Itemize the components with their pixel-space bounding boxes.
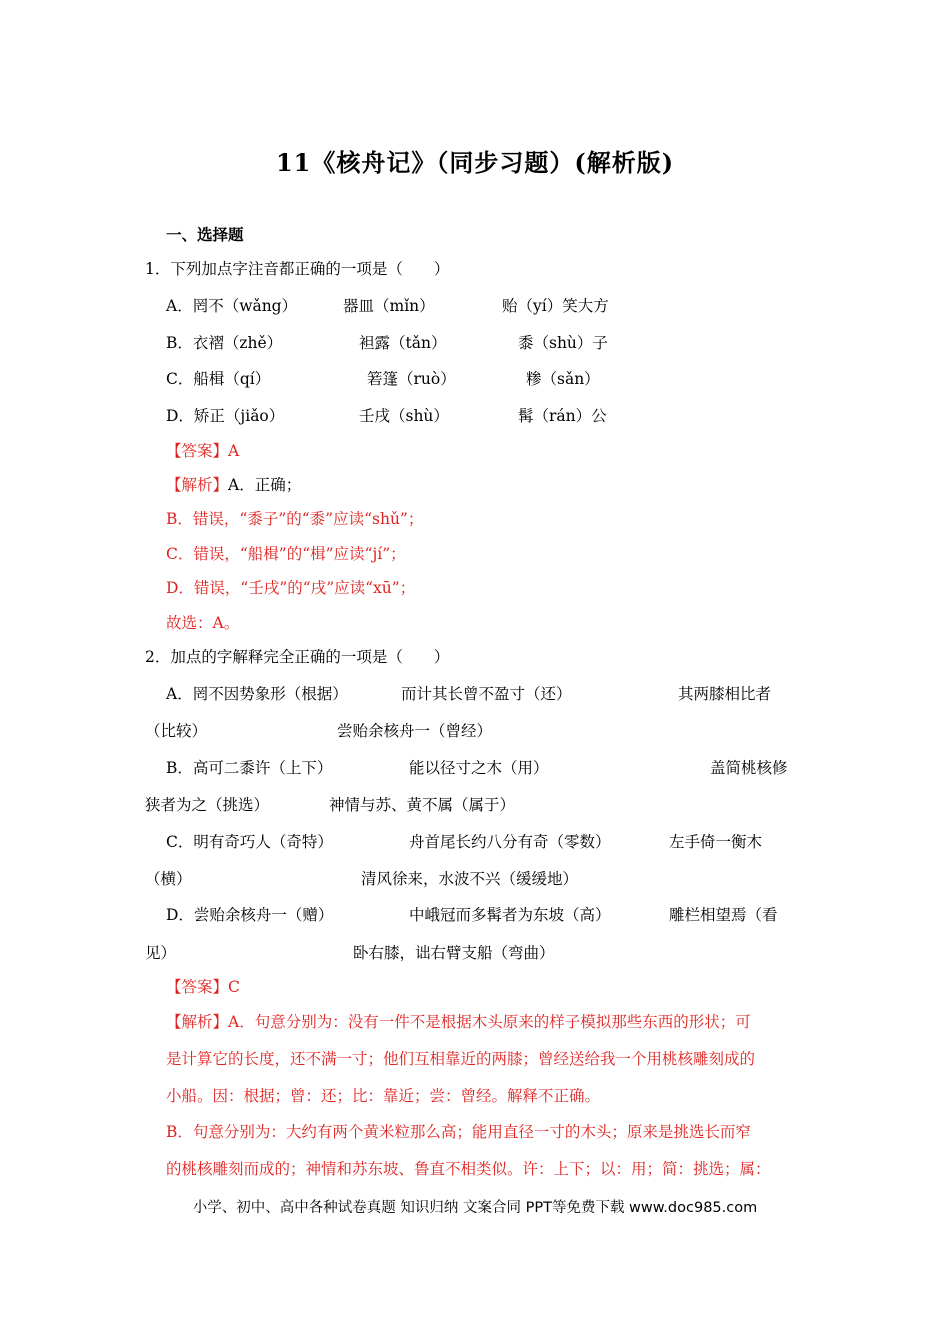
q1-option-a [166,295,297,317]
q2-b-item3: 盖简桃核修 [710,759,788,777]
q1-a-item3: 贻（yí）笑大方 [502,297,609,315]
q1-analysis-tag: 【解析】 [166,476,229,494]
q2-c-item2: 舟首尾长约八分有奇（零数） [409,833,611,851]
q2-answer-value: C [228,978,240,996]
q2-a-item3: 其两膝相比者 [678,685,772,703]
q2-c-item1: C．明有奇巧人（奇特） [166,833,333,851]
q2-c-item4: 清风徐来，水波不兴（缓缓地） [361,870,579,888]
q1-c-item2: 箬篷（ruò） [367,370,456,388]
q2-b-item2: 能以径寸之木（用） [409,759,549,777]
q1-answer [166,440,239,462]
q2-c-item3-cont: （横） [145,870,192,888]
q1-analysis-line-5: 故选：A。 [166,614,240,632]
q2-analysis-text-1: A．句意分别为：没有一件不是根据木头原来的样子模拟那些东西的形状；可 [228,1013,751,1031]
q2-analysis-line-2: 是计算它的长度，还不满一寸；他们互相靠近的两膝；曾经送给我一个用桃核雕刻成的 [166,1050,756,1068]
q2-b-item3-cont: 狭者为之（挑选） [145,796,270,814]
q2-analysis-line-3: 小船。因：根据；曾：还；比：靠近；尝：曾经。解释不正确。 [166,1087,601,1105]
q2-d-item1: D．尝贻余核舟一（赠） [166,906,334,924]
q2-d-item4: 卧右膝，诎右臂支船（弯曲） [353,944,555,962]
q2-analysis-line-1 [166,1011,751,1033]
q2-c-item3: 左手倚一衡木 [669,833,763,851]
section-heading: 一、选择题 [166,225,244,244]
q1-answer-tag: 【答案】 [166,442,229,460]
q2-d-item3: 雕栏相望焉（看 [669,906,778,924]
q1-analysis-line-2: B．错误，“黍子”的“黍”应读“shǔ”； [166,510,424,528]
q2-analysis-tag: 【解析】 [166,1013,229,1031]
q1-b-item2: 袒露（tǎn） [359,334,447,352]
q2-stem: 2．加点的字解释完全正确的一项是（ ） [145,648,450,666]
q1-answer-value: A [228,442,240,460]
q1-b-item1: B．衣褶（zhě） [166,334,283,352]
q2-b-item1: B．高可二黍许（上下） [166,759,333,777]
q1-analysis-line-1 [166,474,301,496]
page-title: 11《核舟记》（同步习题）(解析版) [275,148,675,177]
page-footer: 小学、初中、高中各种试卷真题 知识归纳 文案合同 PPT等免费下载 www.doc985.com [192,1200,758,1216]
q1-c-item3: 糁（sǎn） [526,370,600,388]
q2-d-item3-cont: 见） [145,944,177,962]
q1-d-item3: 髯（rán）公 [518,407,607,425]
q2-answer-tag: 【答案】 [166,978,229,996]
q1-b-item3: 黍（shù）子 [518,334,608,352]
q1-analysis-line-4: D．错误，“壬戌”的“戌”应读“xū”； [166,579,416,597]
q1-analysis-line-3: C．错误，“船楫”的“楫”应读“jí”； [166,545,406,563]
q2-a-item3-cont: （比较） [145,722,208,740]
q2-a-item4: 尝贻余核舟一（曾经） [337,722,493,740]
q1-d-item1: D．矫正（jiǎo） [166,407,285,425]
q2-a-item2: 而计其长曾不盈寸（还） [401,685,572,703]
q2-analysis-line-5: 的桃核雕刻而成的；神情和苏东坡、鲁直不相类似。许：上下；以：用；简：挑选；属： [166,1160,771,1178]
q1-d-item2: 壬戌（shù） [359,407,449,425]
q1-c-item1: C．船楫（qí） [166,370,271,388]
q2-b-item4: 神情与苏、黄不属（属于） [329,796,516,814]
q2-answer [166,976,240,998]
q2-d-item2: 中峨冠而多髯者为东坡（高） [409,906,611,924]
q1-a-item2: 器皿（mǐn） [343,297,435,315]
q1-a-item1: A．罔不（wǎng） [166,297,298,315]
q1-stem: 1．下列加点字注音都正确的一项是（ ） [145,260,450,278]
q1-analysis-text-1: A．正确； [228,476,302,494]
q2-a-item1: A．罔不因势象形（根据） [166,685,348,703]
q2-analysis-line-4: B．句意分别为：大约有两个黄米粒那么高；能用直径一寸的木头；原来是挑选长而窄 [166,1123,751,1141]
